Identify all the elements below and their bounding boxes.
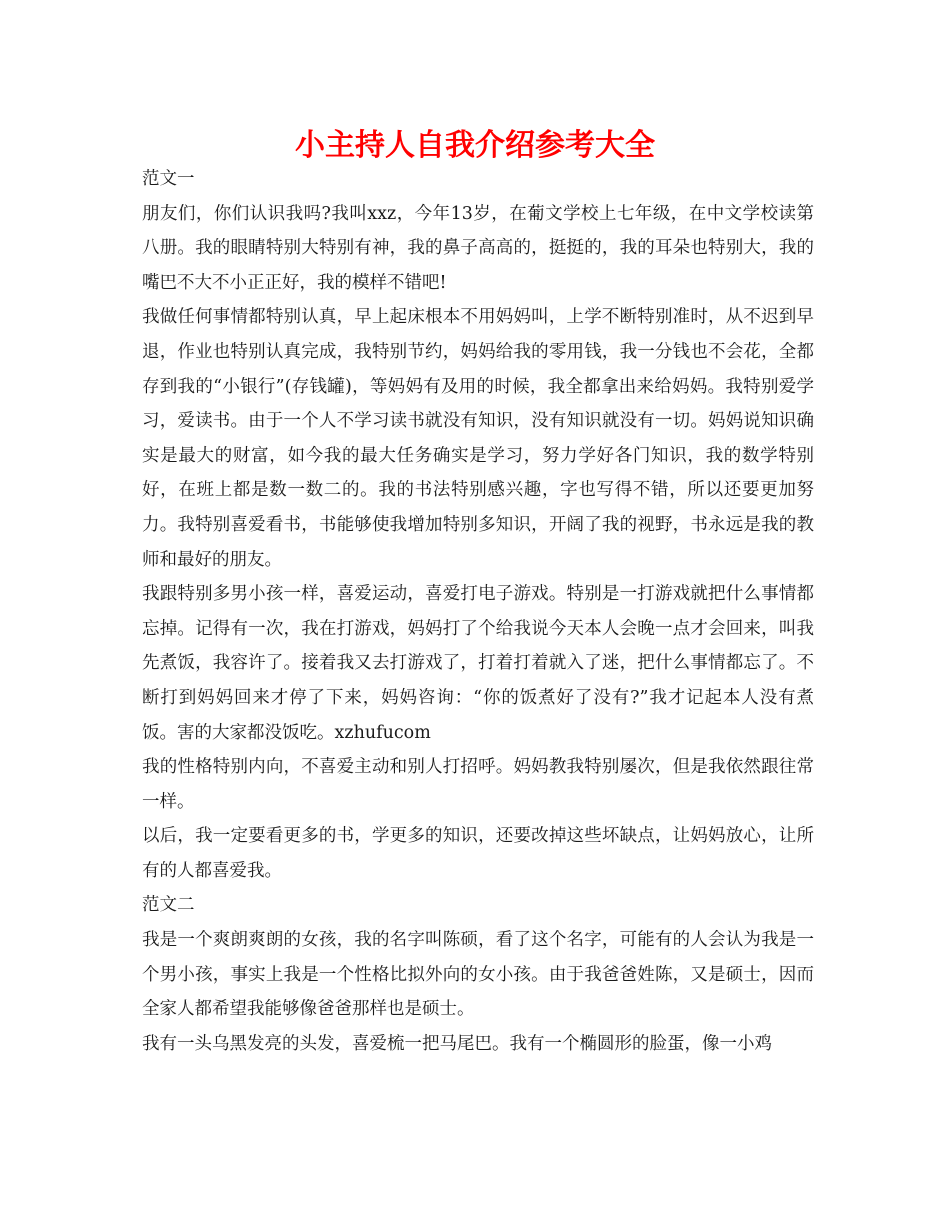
paragraph: 我跟特别多男小孩一样，喜爱运动，喜爱打电子游戏。特别是一打游戏就把什么事情都忘掉。记得有一次，我在打游戏，妈妈打了个给我说今天本人会晚一点才会回来，叫我先煮饭，我容许了。接着我又去打游戏了，打着打着就入了迷，把什么事情都忘了。不断打到妈妈回来才停了下来，妈妈咨询：“你的饭煮好了没有?”我才记起本人没有煮饭。害的大家都没饭吃。xzhufucom [142,584,814,743]
paragraph: 我的性格特别内向，不喜爱主动和别人打招呼。妈妈教我特别屡次，但是我依然跟往常一样。 [142,757,814,812]
paragraph: 以后，我一定要看更多的书，学更多的知识，还要改掉这些坏缺点，让妈妈放心，让所有的人都喜爱我。 [142,826,814,881]
paragraph: 朋友们，你们认识我吗?我叫xxz，今年13岁，在葡文学校上七年级，在中文学校读第八册。我的眼睛特别大特别有神，我的鼻子高高的，挺挺的，我的耳朵也特别大，我的嘴巴不大不小正正好，我的模样不错吧! [142,203,814,293]
paragraph: 我是一个爽朗爽朗的女孩，我的名字叫陈硕，看了这个名字，可能有的人会认为我是一个男小孩，事实上我是一个性格比拟外向的女小孩。由于我爸爸姓陈，又是硕士，因而全家人都希望我能够像爸爸那样也是硕士。 [142,930,814,1020]
page-title: 小主持人自我介绍参考大全 [295,128,655,163]
paragraph: 我有一头乌黑发亮的头发，喜爱梳一把马尾巴。我有一个椭圆形的脸蛋，像一小鸡 [142,1033,772,1054]
document-body [142,162,814,1061]
section-heading: 范文一 [142,169,195,189]
section-heading: 范文二 [142,895,195,916]
paragraph: 我做任何事情都特别认真，早上起床根本不用妈妈叫，上学不断特别准时，从不迟到早退，作业也特别认真完成，我特别节约，妈妈给我的零用钱，我一分钱也不会花，全都存到我的“小银行”(存钱罐)，等妈妈有及用的时候，我全都拿出来给妈妈。我特别爱学习，爱读书。由于一个人不学习读书就没有知识，没有知识就没有一切。妈妈说知识确实是最大的财富，如今我的最大任务确实是学习，努力学好各门知识，我的数学特别好，在班上都是数一数二的。我的书法特别感兴趣，字也写得不错，所以还要更加努力。我特别喜爱看书，书能够使我增加特别多知识，开阔了我的视野，书永远是我的教师和最好的朋友。 [142,307,814,570]
